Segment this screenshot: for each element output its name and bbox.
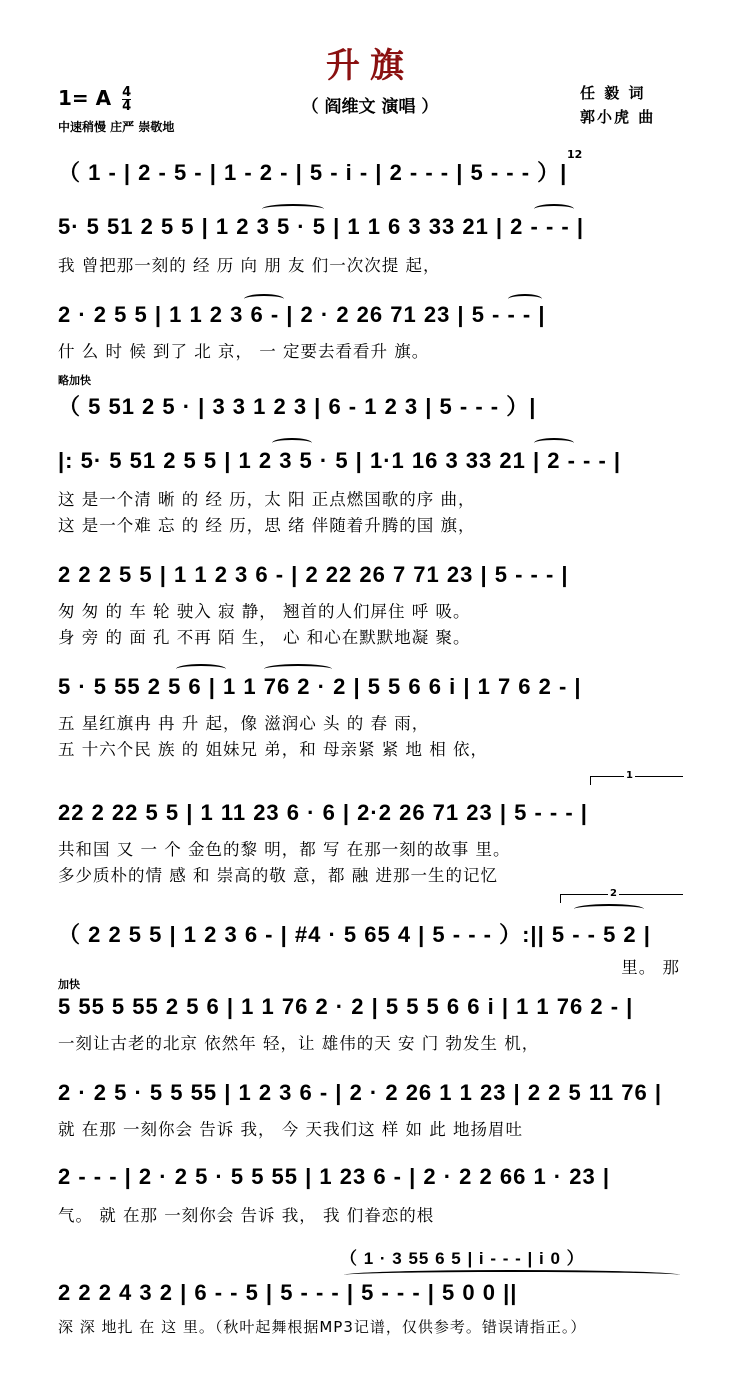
lyric-line-8-text: 里。 那 (621, 958, 680, 977)
volta-number-2: 2 (610, 888, 617, 899)
tempo-faster: 加快 (58, 978, 80, 991)
time-top: 4 (122, 85, 132, 100)
music-line-7: 22 2 22 5 5 | 1 11 23 6 · 6 | 2·2 26 71 23 | 5 - - - | (58, 800, 588, 825)
music-line-coda-upper: （ 1 · 3 55 6 5 | i - - - | i 0 ） (340, 1249, 585, 1268)
song-title: 升旗 (326, 46, 414, 86)
lyric-line-5b: 身 旁 的 面 孔 不再 陌 生， 心 和心在默默地凝 聚。 (58, 628, 471, 647)
lyric-line-13: 深 深 地扎 在 这 里。（秋叶起舞根据MP3记谱，仅供参考。错误请指正。） (58, 1318, 587, 1336)
music-line-intro: （ 1 - | 2 - 5 - | 1 - 2 - | 5 - i - | 2 - - - | 5 - - - ）| (58, 160, 568, 185)
music-line-8: （ 2 2 5 5 | 1 2 3 6 - | #4 · 5 65 4 | 5 - - - ）:|| 5 - - 5 2 | (58, 922, 651, 947)
time-signature (122, 86, 131, 113)
key-label: 1= A (58, 86, 112, 110)
music-line-10: 2 · 2 5 · 5 5 55 | 1 2 3 6 - | 2 · 2 26 1 1 23 | 2 2 5 11 76 | (58, 1080, 662, 1105)
lyric-line-8 (0, 954, 680, 978)
lyric-line-4a: 这 是一个清 晰 的 经 历，太 阳 正点燃国歌的序 曲， (58, 490, 476, 509)
lyric-line-5a: 匆 匆 的 车 轮 驶入 寂 静， 翘首的人们屏住 呼 吸。 (58, 602, 471, 621)
lyric-line-4b: 这 是一个难 忘 的 经 历，思 绪 伴随着升腾的国 旗， (58, 516, 476, 535)
lyric-line-1: 我 曾把那一刻的 经 历 向 朋 友 们一次次提 起， (58, 256, 441, 275)
tie-arc (272, 438, 312, 448)
tempo-faster-slightly: 略加快 (58, 374, 91, 387)
music-line-13: 2 2 2 4 3 2 | 6 - - 5 | 5 - - - | 5 - - - | 5 0 0 || (58, 1280, 518, 1305)
music-line-6: 5 · 5 55 2 5 6 | 1 1 76 2 · 2 | 5 5 6 6 i | 1 7 6 2 - | (58, 674, 582, 699)
volta-bracket-2 (560, 894, 683, 903)
composer-credit: 郭小虎 曲 (580, 108, 656, 126)
tie-arc (176, 664, 226, 674)
music-line-5: 2 2 2 5 5 | 1 1 2 3 6 - | 2 22 26 7 71 23 | 5 - - - | (58, 562, 569, 587)
music-line-9: 5 55 5 55 2 5 6 | 1 1 76 2 · 2 | 5 5 5 6 6 i | 1 1 76 2 - | (58, 994, 634, 1019)
music-line-1: 5· 5 51 2 5 5 | 1 2 3 5 · 5 | 1 1 6 3 33 21 | 2 - - - | (58, 214, 585, 239)
lyric-line-11: 气。 就 在那 一刻你会 告诉 我， 我 们眷恋的根 (58, 1206, 435, 1225)
key-signature (58, 86, 131, 113)
lyric-line-7b: 多少质朴的情 感 和 崇高的敬 意，都 融 进那一生的记忆 (58, 866, 498, 885)
lyric-line-7a: 共和国 又 一 个 金色的黎 明，都 写 在那一刻的故事 里。 (58, 840, 511, 859)
lyric-line-6b: 五 十六个民 族 的 姐妹兄 弟，和 母亲紧 紧 地 相 依， (58, 740, 488, 759)
tie-arc (574, 904, 644, 914)
tie-arc (244, 294, 284, 304)
music-line-2: 2 · 2 5 5 | 1 1 2 3 6 - | 2 · 2 26 71 23 | 5 - - - | (58, 302, 546, 327)
lyric-line-6a: 五 星红旗冉 冉 升 起，像 滋润心 头 的 春 雨， (58, 714, 430, 733)
tie-arc (262, 204, 324, 214)
lyric-line-10: 就 在那 一刻你会 告诉 我， 今 天我们这 样 如 此 地扬眉吐 (58, 1120, 523, 1139)
tie-arc (534, 438, 574, 448)
tie-arc (264, 664, 332, 674)
singer-credit: （ 阎维文 演唱 ） (301, 97, 439, 117)
music-line-4: |: 5· 5 51 2 5 5 | 1 2 3 5 · 5 | 1·1 16 3 33 21 | 2 - - - | (58, 448, 622, 473)
tie-arc (534, 204, 574, 214)
tie-arc (508, 294, 542, 304)
volta-bracket-1 (590, 776, 683, 785)
volta-number-1: 1 (626, 770, 633, 781)
time-bottom: 4 (122, 99, 132, 114)
music-line-interlude: （ 5 51 2 5 · | 3 3 1 2 3 | 6 - 1 2 3 | 5 - - - ）| (58, 394, 537, 419)
grace-note: 12 (567, 148, 583, 161)
tie-arc (344, 1270, 680, 1280)
lyric-line-2: 什 么 时 候 到了 北 京， 一 定要去看看升 旗。 (58, 342, 430, 361)
lyricist-credit: 任 毅 词 (580, 84, 646, 102)
music-line-11: 2 - - - | 2 · 2 5 · 5 5 55 | 1 23 6 - | 2 · 2 2 66 1 · 23 | (58, 1164, 610, 1189)
lyric-line-9: 一刻让古老的北京 依然年 轻，让 雄伟的天 安 门 勃发生 机， (58, 1034, 540, 1053)
tempo-marking: 中速稍慢 庄严 崇敬地 (58, 120, 175, 134)
